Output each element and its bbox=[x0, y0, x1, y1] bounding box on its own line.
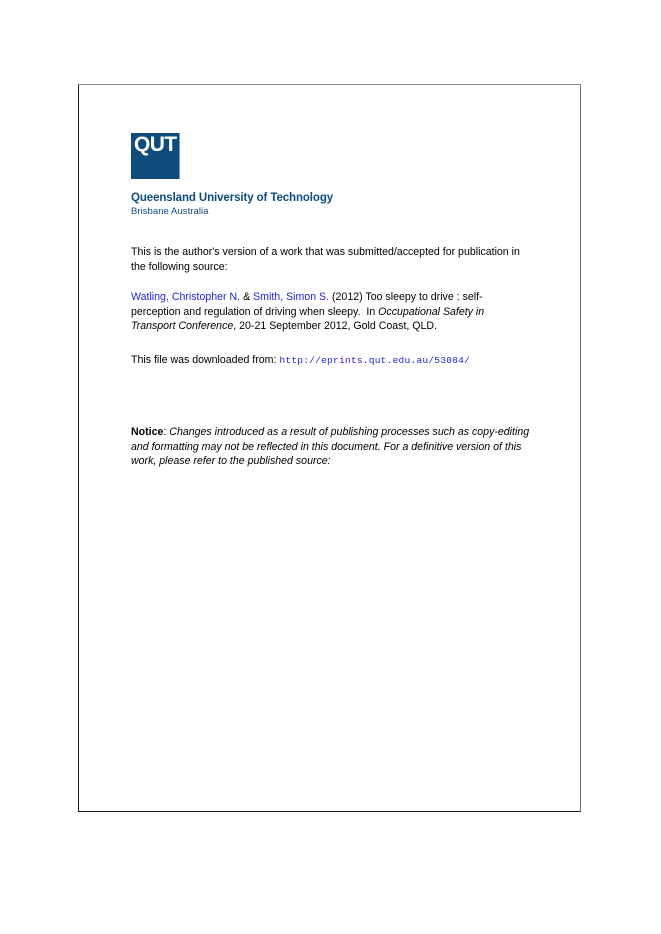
notice-separator: : bbox=[163, 426, 167, 438]
citation-year: (2012) bbox=[332, 291, 363, 303]
citation-venue: Occupational Safety in Transport Conference bbox=[131, 305, 485, 333]
citation-venue-details: , 20-21 September 2012, Gold Coast, QLD. bbox=[233, 320, 438, 333]
citation-block bbox=[131, 290, 531, 334]
logo-background-panel bbox=[179, 133, 324, 179]
qut-logo-wordmark: QUT bbox=[134, 133, 177, 156]
notice-heading: Notice bbox=[131, 426, 164, 438]
qut-logo-icon bbox=[131, 133, 179, 179]
institution-brand-block bbox=[131, 133, 541, 218]
notice-body: Changes introduced as a result of publishing processes such as copy-editing and formatting may not be reflected in this document. For a definitive version of this work, please refer to the published source: bbox=[131, 426, 530, 468]
citation-author-2-link[interactable]: Smith, Simon S. bbox=[253, 291, 330, 303]
accepted-version-note: This is the author's version of a work that was submitted/accepted for publication in the following source: bbox=[131, 246, 520, 273]
download-source-block bbox=[131, 353, 531, 369]
citation-author-1-link[interactable]: Watling, Christopher N. bbox=[131, 291, 241, 303]
eprints-url-link[interactable]: http://eprints.qut.edu.au/53084/ bbox=[279, 355, 471, 366]
publishing-notice-block bbox=[131, 425, 531, 469]
citation-in-word: In bbox=[366, 305, 376, 318]
citation-title: Too sleepy to drive : self-perception and regulation of driving when sleepy. bbox=[131, 291, 483, 318]
citation-conjunction-text: & bbox=[243, 291, 251, 303]
institution-name: Queensland University of Technology bbox=[131, 192, 334, 204]
cover-page-sheet bbox=[78, 84, 581, 812]
institution-tagline: Brisbane Australia bbox=[131, 206, 209, 217]
download-label: This file was downloaded from: bbox=[131, 354, 277, 366]
logo-row bbox=[131, 133, 541, 181]
